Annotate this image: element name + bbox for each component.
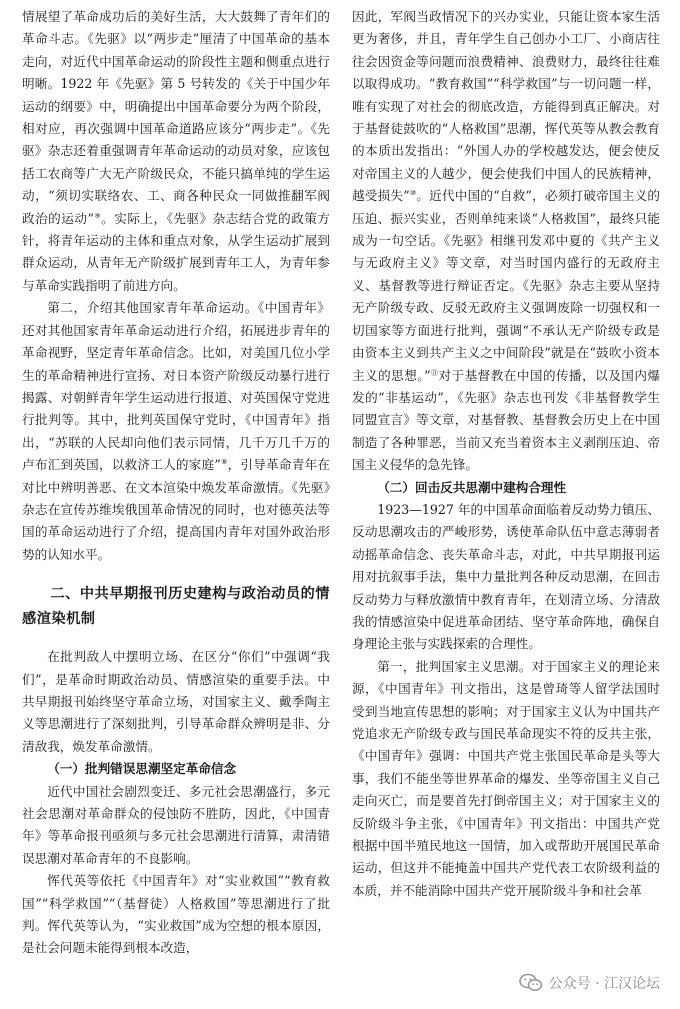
footnote-marker: ⑨ [93, 211, 102, 220]
footnote-marker: ⑪ [430, 368, 439, 377]
paragraph: 第一，批判国家主义思潮。对于国家主义的理论来源，《中国青年》刊文指出，这是曾琦等人留学法国时受到当地宣传思想的影响；对于国家主义认为中国共产党追求无产阶级专政与国民革命现实不符的反共主张，《中国青年》强调：中国共产党主张国民革命是头等大事，我们不能坐等世界革命的爆发、坐等帝国主义自己走向灭亡，而是要首先打倒帝国主义；对于国家主义的反阶级斗争主张，《中国青年》刊文指出：中国共产党根据中国半殖民地这一国情，加入或帮助开展国民革命运动，但这并不能掩盖中国共产党代表工农阶级利益的本质，并不能消除中国共产党开展阶级斗争和社会革 [352, 658, 660, 898]
left-column [22, 6, 330, 960]
right-column [352, 6, 660, 902]
paragraph: 在批判敌人中摆明立场、在区分“你们”中强调“我们”，是革命时期政治动员、情感渲染的重要手法。中共早期报刊始终坚守革命立场，对国家主义、戴季陶主义等思潮进行了深刻批判，引导革命群众辨明是非、分清敌我，焕发革命激情。 [22, 649, 330, 754]
paragraph: 因此，军阀当政情况下的兴办实业，只能让资本家生活更为奢侈，并且，青年学生自己创办小工厂、小商店往往会因资金等问题而浪费精神、浪费财力，最终往往难以取得成功。“教育救国”“科学救国”与一切问题一样，唯有实现了对社会的彻底改造，方能得到真正解决。对于基督徒鼓吹的“人格救国”思潮，恽代英等从教会教育的本质出发指出：“外国人办的学校越发达，便会使反对帝国主义的人越少，便会使我们中国人的民族精神，越受损失”⑩。近代中国的“自救”，必须打破帝国主义的压迫、振兴实业，否则单纯来谈“人格救国”，最终只能成为一句空话。《先驱》相继刊发邓中夏的《共产主义与无政府主义》等文章，对当时国内盛行的无政府主义、基督教等进行辩证否定。《先驱》杂志主要从坚持无产阶级专政、反驳无政府主义强调废除一切强权和一切国家等方面进行批判，强调“不承认无产阶级专政是由资本主义到共产主义之中间阶段”就是在“鼓吹小资本主义的思想。”⑪对于基督教在中国的传播，以及国内爆发的“非基运动”，《先驱》杂志也刊发《非基督教学生同盟宣言》等文章，对基督教、基督教会历史上在中国制造了各种罪恶，当前又充当着资本主义剥削压迫、帝国主义侵华的急先锋。 [352, 9, 661, 473]
section-heading: 二、中共早期报刊历史建构与政治动员的情感渲染机制 [22, 586, 330, 628]
footnote-marker: ⑩ [409, 189, 417, 198]
paragraph: 近代中国社会剧烈变迁、多元社会思潮盛行，多元社会思潮对革命群众的侵蚀防不胜防，因此，《中国青年》等革命报刊亟须与多元社会思潮进行清算，肃清错误思潮对革命青年的不良影响。 [22, 783, 330, 866]
paragraph: 第二，介绍其他国家青年革命运动。《中国青年》还对其他国家青年革命运动进行介绍，拓展进步青年的革命视野，坚定青年革命信念。比如，对美国几位小学生的革命精神进行宣扬、对日本资产阶级反动暴行进行揭露、对朝鲜青年学生运动进行报道、对英国保守党进行批判等。其中，批判英国保守党时，《中国青年》指出，“苏联的人民却向他们表示同情，几千万几千万的卢布汇到英国，以救济工人的家庭”⑧，引导革命青年在对比中辨明善恶、在文本渲染中焕发革命激情。《先驱》杂志在宣传苏维埃俄国革命情况的同时，也对德英法等国的革命运动进行了介绍，提高国内青年对国外政治形势的认知水平。 [22, 300, 330, 562]
paragraph: 情展望了革命成功后的美好生活，大大鼓舞了青年们的革命斗志。《先驱》以“两步走”厘清了中国革命的基本走向，对近代中国革命运动的阶段性主题和侧重点进行明晰。1922 年《先驱》第 5 号转发的《关于中国少年运动的纲要》中，明确提出中国革命要分为两个阶段，相对应，再次强调中国革命道路应该分“两步走”。《先驱》杂志还着重强调青年革命运动的动员对象，应该包括工农商等广大无产阶级民众，不能只搞单纯的学生运动，“须切实联络农、工、商各种民众一同做推翻军阀政治的运动”⑨。实际上，《先驱》杂志结合党的政策方针，将青年运动的主体和重点对象，从学生运动扩展到群众运动，从青年无产阶级扩展到青年工人，为青年参与革命实践指明了前进方向。 [22, 9, 330, 293]
subsection-heading: （一）批判错误思潮坚定革命信念 [47, 761, 237, 777]
wechat-icon [519, 973, 543, 993]
watermark-label: 公众号 · 江汉论坛 [548, 976, 660, 992]
paragraph: 恽代英等依托《中国青年》对“实业救国”“教育救国”“科学救国”“（基督徒）人格救国”等思潮进行了批判。恽代英等认为，“实业救国”成为空想的根本原因，是社会问题未能得到根本改造， [22, 873, 330, 956]
subsection-heading: （二）回击反共思潮中建构合理性 [377, 479, 567, 495]
footnote-marker: ⑧ [220, 457, 228, 466]
paragraph: 1923—1927 年的中国革命面临着反动势力镇压、反动思潮攻击的严峻形势，诱使革命队伍中意志薄弱者动摇革命信念、丧失革命斗志，对此，中共早期报刊运用对抗叙事手法，集中力量批判各种反动思潮，在回击反动势力与释放激情中教育青年，在划清立场、分清敌我的情感渲染中促进革命团结、坚守革命阵地，确保自身理论主张与实践探索的合理性。 [352, 501, 660, 652]
watermark [515, 968, 664, 998]
